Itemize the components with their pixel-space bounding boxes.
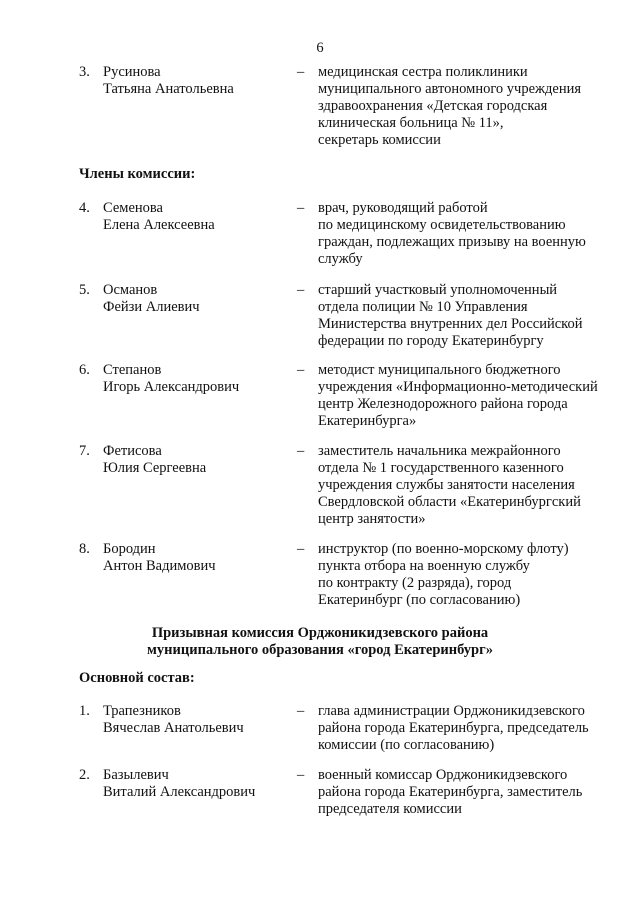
- dash: –: [297, 541, 305, 557]
- person-name: Семенова Елена Алексеевна: [103, 200, 215, 233]
- dash: –: [297, 703, 305, 719]
- item-number: 5.: [79, 282, 90, 298]
- person-name: Базылевич Виталий Александрович: [103, 767, 256, 800]
- person-name: Русинова Татьяна Анатольевна: [103, 64, 234, 97]
- person-role: медицинская сестра поликлиники муниципального автономного учреждения здравоохранения «Детская городская клиническая больница № 11», секретарь комиссии: [318, 64, 582, 148]
- item-number: 6.: [79, 362, 90, 378]
- section-members-title: Члены комиссии:: [79, 166, 196, 182]
- person-name: Бородин Антон Вадимович: [103, 541, 216, 574]
- person-role: заместитель начальника межрайонного отдела № 1 государственного казенного учреждения службы занятости населения Свердловской области «Екатеринбургский центр занятости»: [318, 443, 581, 527]
- person-name: Степанов Игорь Александрович: [103, 362, 240, 395]
- person-name: Фетисова Юлия Сергеевна: [103, 443, 207, 476]
- dash: –: [297, 767, 305, 783]
- person-name: Трапезников Вячеслав Анатольевич: [103, 703, 244, 736]
- person-role: глава администрации Орджоникидзевского района города Екатеринбурга, председатель комиссии (по согласованию): [318, 703, 589, 753]
- person-role: врач, руководящий работой по медицинскому освидетельствованию граждан, подлежащих призыву на военную службу: [318, 200, 586, 267]
- person-name: Османов Фейзи Алиевич: [103, 282, 200, 315]
- person-role: методист муниципального бюджетного учреждения «Информационно-методический центр Железнодорожного района города Екатеринбурга»: [318, 362, 598, 429]
- page-number: 6: [316, 40, 324, 56]
- person-role: военный комиссар Орджоникидзевского района города Екатеринбурга, заместитель председателя комиссии: [318, 767, 583, 817]
- item-number: 7.: [79, 443, 90, 459]
- item-number: 1.: [79, 703, 90, 719]
- item-number: 8.: [79, 541, 90, 557]
- item-number: 2.: [79, 767, 90, 783]
- section-main-title: Основной состав:: [79, 670, 195, 686]
- item-number: 3.: [79, 64, 90, 80]
- person-role: старший участковый уполномоченный отдела полиции № 10 Управления Министерства внутренних дел Российской федерации по городу Екатеринбургу: [318, 282, 583, 349]
- person-role: инструктор (по военно-морскому флоту) пункта отбора на военную службу по контракту (2 разряда), город Екатеринбург (по согласованию): [318, 541, 569, 608]
- dash: –: [297, 282, 305, 298]
- dash: –: [297, 443, 305, 459]
- dash: –: [297, 362, 305, 378]
- dash: –: [297, 200, 305, 216]
- commission-heading: Призывная комиссия Орджоникидзевского района муниципального образования «город Екатеринбург»: [147, 625, 493, 658]
- dash: –: [297, 64, 305, 80]
- item-number: 4.: [79, 200, 90, 216]
